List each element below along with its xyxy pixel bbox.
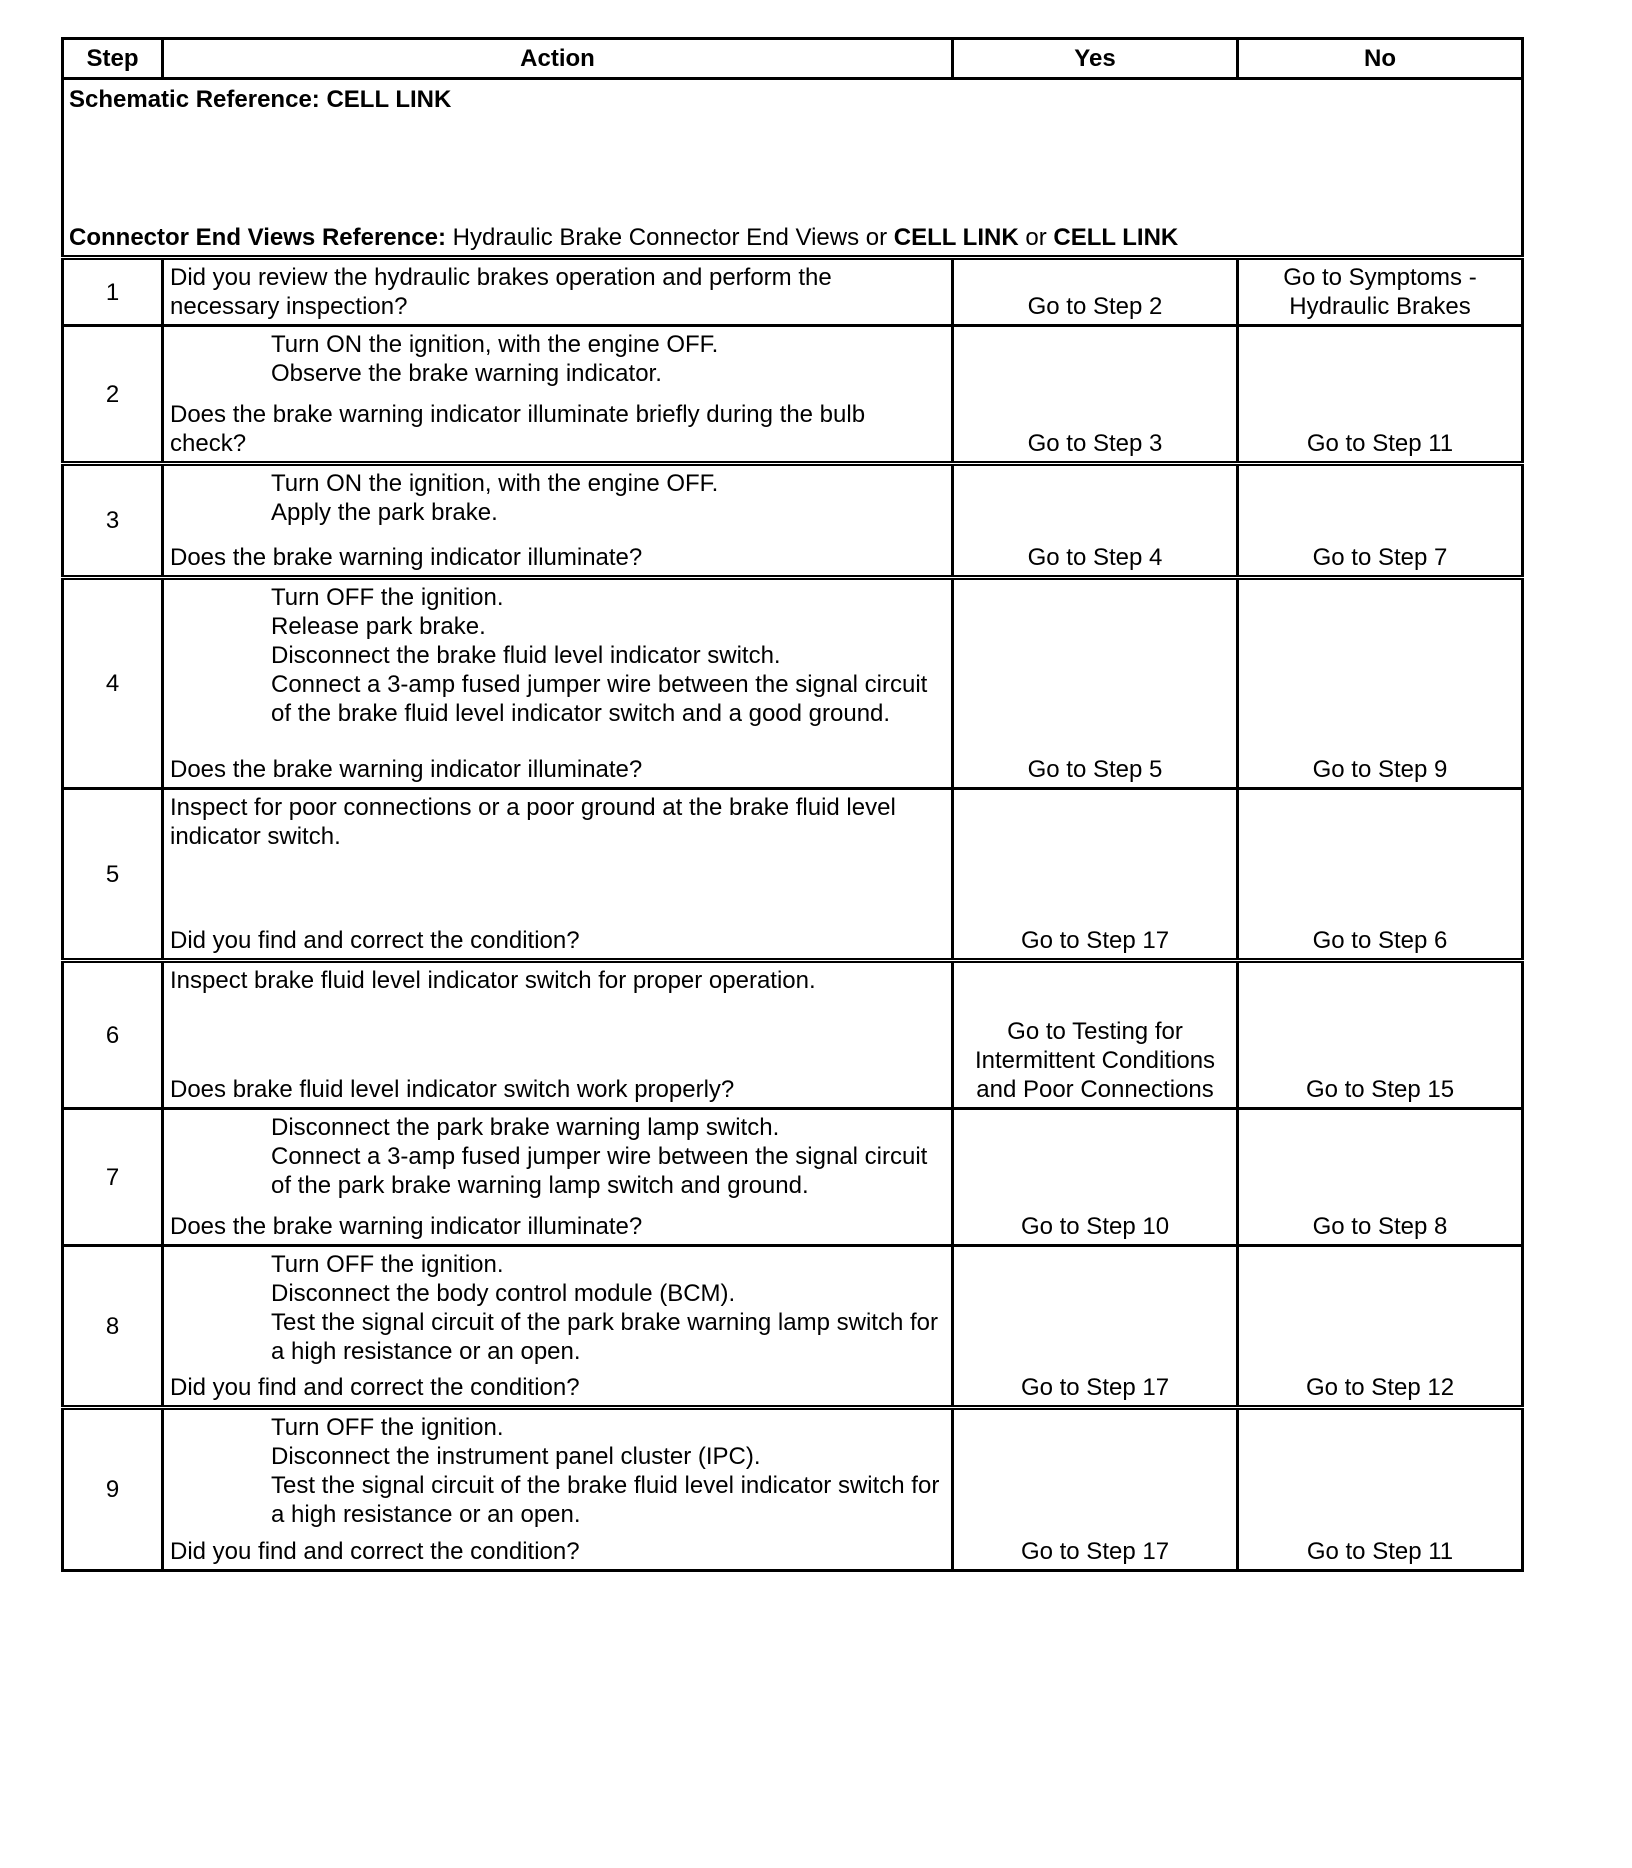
no-result[interactable]: Go to Step 12	[1238, 1246, 1523, 1408]
step-question: Does brake fluid level indicator switch work properly?	[170, 1076, 735, 1103]
step-question: Did you review the hydraulic brakes operation and perform the necessary inspection?	[170, 264, 832, 320]
connector-reference-link-2[interactable]: CELL LINK	[1053, 224, 1179, 251]
step-row	[63, 1246, 1523, 1408]
step-instruction: Inspect brake fluid level indicator switch for proper operation.	[170, 967, 816, 994]
substep-list	[170, 1250, 943, 1366]
step-question: Does the brake warning indicator illuminate?	[170, 756, 643, 783]
substep: Test the signal circuit of the brake fluid level indicator switch for a high resistance or an open.	[271, 1472, 940, 1528]
step-number: 7	[63, 1109, 163, 1246]
substep: Turn OFF the ignition.	[271, 584, 504, 611]
header-yes: Yes	[953, 39, 1238, 79]
substep: Disconnect the instrument panel cluster (IPC).	[271, 1443, 761, 1470]
step-number: 3	[63, 464, 163, 578]
step-action	[163, 961, 953, 1109]
header-no: No	[1238, 39, 1523, 79]
substep: Turn ON the ignition, with the engine OFF.	[271, 470, 719, 497]
step-number: 8	[63, 1246, 163, 1408]
step-row	[63, 789, 1523, 961]
substep: Disconnect the brake fluid level indicator switch.	[271, 642, 781, 669]
header-row	[63, 39, 1523, 79]
reference-cell	[63, 79, 1523, 258]
step-number: 5	[63, 789, 163, 961]
header-step: Step	[63, 39, 163, 79]
step-action	[163, 464, 953, 578]
yes-result[interactable]: Go to Step 5	[953, 578, 1238, 789]
substep-list	[170, 330, 943, 388]
yes-result[interactable]: Go to Step 4	[953, 464, 1238, 578]
yes-result[interactable]: Go to Step 3	[953, 326, 1238, 464]
no-result[interactable]: Go to Step 11	[1238, 1408, 1523, 1571]
no-result[interactable]: Go to Symptoms - Hydraulic Brakes	[1238, 258, 1523, 326]
step-row	[63, 464, 1523, 578]
substep: Turn OFF the ignition.	[271, 1414, 504, 1441]
substep: Connect a 3-amp fused jumper wire between the signal circuit of the park brake warning lamp switch and ground.	[271, 1143, 928, 1199]
step-action	[163, 1109, 953, 1246]
step-row	[63, 258, 1523, 326]
substep: Test the signal circuit of the park brake warning lamp switch for a high resistance or an open.	[271, 1309, 938, 1365]
step-action	[163, 258, 953, 326]
connector-reference-or: or	[1025, 224, 1047, 251]
step-question: Does the brake warning indicator illuminate?	[170, 544, 643, 571]
no-result[interactable]: Go to Step 7	[1238, 464, 1523, 578]
no-result[interactable]: Go to Step 9	[1238, 578, 1523, 789]
step-question: Did you find and correct the condition?	[170, 1538, 580, 1565]
schematic-reference-link[interactable]: CELL LINK	[326, 86, 452, 113]
no-result[interactable]: Go to Step 6	[1238, 789, 1523, 961]
substep-list	[170, 1113, 943, 1200]
connector-reference-text: Hydraulic Brake Connector End Views or	[452, 224, 888, 251]
schematic-reference-label: Schematic Reference:	[69, 86, 320, 113]
yes-result[interactable]: Go to Step 17	[953, 1246, 1238, 1408]
substep: Apply the park brake.	[271, 499, 498, 526]
step-question: Did you find and correct the condition?	[170, 1374, 580, 1401]
step-action	[163, 326, 953, 464]
step-question: Does the brake warning indicator illuminate briefly during the bulb check?	[170, 401, 866, 457]
connector-reference	[69, 223, 1178, 252]
step-row	[63, 1109, 1523, 1246]
no-result[interactable]: Go to Step 15	[1238, 961, 1523, 1109]
no-result[interactable]: Go to Step 8	[1238, 1109, 1523, 1246]
yes-result[interactable]: Go to Step 2	[953, 258, 1238, 326]
step-action	[163, 1408, 953, 1571]
header-action: Action	[163, 39, 953, 79]
schematic-reference	[69, 85, 451, 114]
step-row	[63, 578, 1523, 789]
step-action	[163, 1246, 953, 1408]
yes-result[interactable]: Go to Testing for Intermittent Conditions and Poor Connections	[953, 961, 1238, 1109]
connector-reference-link-1[interactable]: CELL LINK	[893, 224, 1019, 251]
step-row	[63, 1408, 1523, 1571]
no-result[interactable]: Go to Step 11	[1238, 326, 1523, 464]
substep: Connect a 3-amp fused jumper wire between the signal circuit of the brake fluid level indicator switch and a good ground.	[271, 671, 928, 727]
substep: Disconnect the park brake warning lamp switch.	[271, 1114, 780, 1141]
step-instruction: Inspect for poor connections or a poor ground at the brake fluid level indicator switch.	[170, 794, 896, 850]
step-number: 6	[63, 961, 163, 1109]
reference-row	[63, 79, 1523, 258]
step-action	[163, 789, 953, 961]
yes-result[interactable]: Go to Step 17	[953, 1408, 1238, 1571]
yes-result[interactable]: Go to Step 10	[953, 1109, 1238, 1246]
step-rows	[63, 258, 1523, 1571]
diagnostic-table	[61, 37, 1524, 1572]
substep: Disconnect the body control module (BCM).	[271, 1280, 736, 1307]
step-number: 9	[63, 1408, 163, 1571]
step-question: Did you find and correct the condition?	[170, 927, 580, 954]
substep-list	[170, 469, 943, 527]
step-row	[63, 326, 1523, 464]
substep-list	[170, 1413, 943, 1529]
step-question: Does the brake warning indicator illuminate?	[170, 1213, 643, 1240]
substep: Release park brake.	[271, 613, 486, 640]
step-row	[63, 961, 1523, 1109]
yes-result[interactable]: Go to Step 17	[953, 789, 1238, 961]
diagnostic-table-container	[61, 37, 1523, 1572]
substep: Turn OFF the ignition.	[271, 1251, 504, 1278]
connector-reference-label: Connector End Views Reference:	[69, 224, 446, 251]
substep: Turn ON the ignition, with the engine OFF.	[271, 331, 719, 358]
step-action	[163, 578, 953, 789]
step-number: 2	[63, 326, 163, 464]
substep: Observe the brake warning indicator.	[271, 360, 662, 387]
step-number: 4	[63, 578, 163, 789]
step-number: 1	[63, 258, 163, 326]
substep-list	[170, 583, 943, 728]
